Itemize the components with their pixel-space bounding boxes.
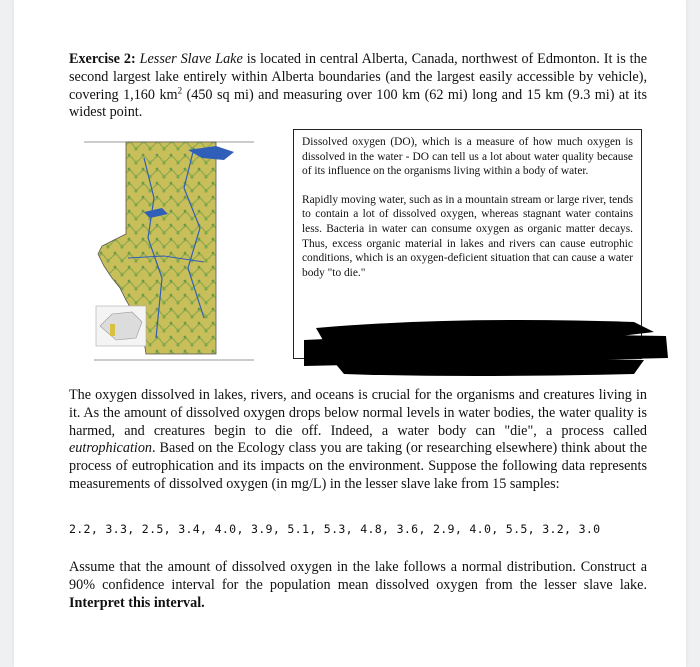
para2-text-2: . Based on the Ecology class you are taking (or researching elsewhere) think about the process of eutrophication and its impacts on the environment. Suppose the following data represents measurements of dissolved oxygen (in mg/L) in the lesser slave lake from 15 samples: [69, 440, 647, 492]
document-page [14, 0, 686, 667]
exercise-label: Exercise 2: [69, 51, 136, 67]
superscript-2: 2 [177, 84, 183, 95]
question-paragraph [69, 559, 647, 612]
interpret-instruction: Interpret this interval. [69, 594, 205, 611]
alberta-map [84, 138, 254, 368]
info-paragraph-1: Dissolved oxygen (DO), which is a measure of how much oxygen is dissolved in the water - DO can tell us a lot about water quality because of its influence on the organisms living within a body of water. [302, 136, 633, 178]
redaction-scribble [304, 318, 670, 378]
lake-name: Lesser Slave Lake [139, 51, 243, 67]
question-text: Assume that the amount of dissolved oxygen in the lake follows a normal distribution. Construct a 90% confidence interval for the population mean dissolved oxygen from the lesser slave lake. [69, 559, 647, 593]
eutrophication-paragraph [69, 387, 647, 494]
para2-text-1: The oxygen dissolved in lakes, rivers, and oceans is crucial for the organisms and creatures living in it. As the amount of dissolved oxygen drops below normal levels in water bodies, the water quality is harmed, and creatures begin to die off. Indeed, a water body can "die", a process called [69, 387, 647, 439]
intro-text-1: is located in central Alberta, Canada, northwest of Edmonton. It is the second largest lake entirely within Alberta boundaries (and the largest easily accessible by vehicle), covering 1,160 km [69, 51, 648, 103]
exercise-intro [69, 51, 647, 122]
canada-inset [96, 306, 146, 346]
intro-text-2: (450 sq mi) and measuring over 100 km (62 mi) long and 15 km (9.3 mi) at its widest point. [69, 86, 648, 121]
info-paragraph-2: Rapidly moving water, such as in a mountain stream or large river, tends to contain a lot of dissolved oxygen, whereas stagnant water contains less. Bacteria in water can consume oxygen as organic matter decays. Thus, excess organic material in lakes and rivers can cause eutrophic conditions, which is an oxygen-deficient situation that can cause a water body "to die." [302, 193, 633, 279]
eutrophication-term: eutrophication [69, 440, 153, 457]
sample-data: 2.2, 3.3, 2.5, 3.4, 4.0, 3.9, 5.1, 5.3, 4.8, 3.6, 2.9, 4.0, 5.5, 3.2, 3.0 [69, 522, 601, 536]
